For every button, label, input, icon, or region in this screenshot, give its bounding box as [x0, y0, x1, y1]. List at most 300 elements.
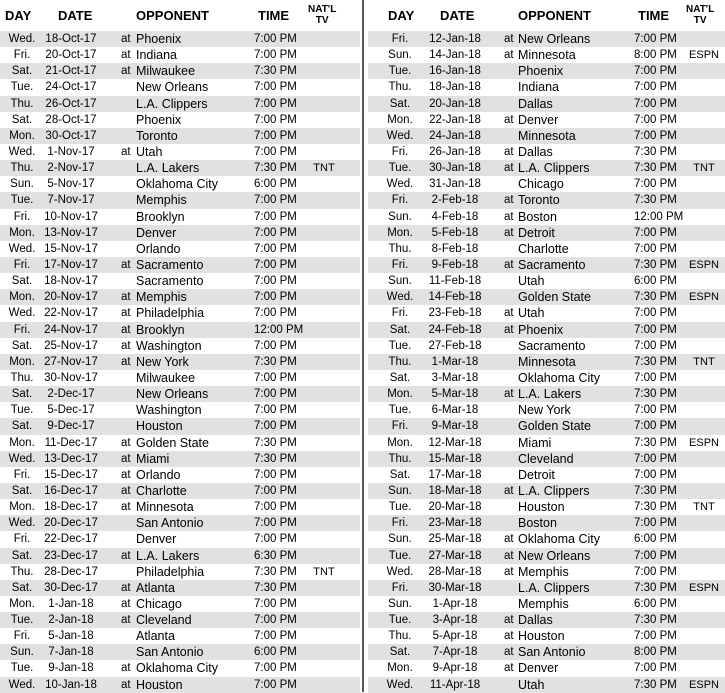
cell-day: Wed.	[8, 33, 36, 45]
cell-at: at	[121, 581, 131, 594]
table-row	[0, 451, 360, 467]
cell-day: Sun.	[388, 533, 412, 546]
table-row	[368, 370, 725, 386]
header-time: TIME	[258, 8, 290, 23]
cell-day: Fri.	[391, 194, 409, 207]
cell-date: 23-Dec-17	[44, 549, 98, 562]
cell-time: 7:00 PM	[254, 81, 297, 94]
cell-at: at	[121, 662, 131, 675]
cell-date: 20-Oct-17	[45, 49, 97, 62]
header-time: TIME	[638, 8, 670, 23]
cell-at: at	[504, 210, 514, 223]
cell-date: 15-Nov-17	[44, 242, 98, 255]
table-row	[368, 402, 725, 418]
cell-day: Mon.	[387, 662, 413, 675]
table-row	[368, 79, 725, 95]
cell-at: at	[504, 307, 514, 320]
cell-date: 28-Mar-18	[428, 565, 482, 578]
cell-date: 15-Dec-17	[44, 468, 98, 481]
cell-time: 7:00 PM	[254, 501, 297, 514]
cell-date: 26-Oct-17	[45, 97, 97, 110]
cell-date: 21-Oct-17	[45, 65, 97, 78]
cell-day: Mon.	[9, 501, 35, 514]
cell-opp: Houston	[518, 629, 565, 644]
cell-at: at	[504, 565, 514, 578]
cell-day: Sat.	[389, 371, 411, 384]
cell-date: 14-Feb-18	[428, 291, 482, 304]
table-row	[368, 160, 725, 176]
cell-day: Sat.	[11, 388, 33, 401]
cell-date: 7-Apr-18	[432, 646, 478, 659]
cell-date: 10-Nov-17	[44, 210, 98, 223]
cell-day: Sun.	[388, 484, 412, 497]
cell-time: 7:30 PM	[254, 565, 297, 578]
table-row	[368, 192, 725, 208]
cell-time: 7:00 PM	[634, 630, 677, 643]
cell-day: Wed.	[8, 145, 36, 158]
cell-day: Tue.	[388, 339, 412, 352]
cell-time: 7:00 PM	[254, 404, 297, 417]
cell-opp: Denver	[518, 112, 559, 127]
cell-day: Sat.	[389, 97, 411, 110]
cell-day: Fri.	[13, 323, 31, 336]
cell-time: 7:00 PM	[254, 597, 297, 610]
cell-opp: L.A. Lakers	[136, 548, 200, 563]
table-row	[0, 467, 360, 483]
cell-tvc: ESPN	[689, 291, 719, 304]
cell-date: 11-Feb-18	[428, 275, 482, 288]
cell-time: 6:30 PM	[254, 549, 297, 562]
cell-day: Tue.	[10, 81, 34, 94]
cell-opp: New York	[136, 354, 189, 369]
cell-day: Thu.	[388, 242, 412, 255]
cell-at: at	[504, 194, 514, 207]
cell-time: 6:00 PM	[634, 597, 677, 610]
cell-opp: Denver	[136, 532, 177, 547]
cell-time: 7:30 PM	[634, 581, 677, 594]
table-row	[368, 451, 725, 467]
cell-date: 9-Dec-17	[47, 420, 95, 433]
cell-date: 28-Dec-17	[44, 565, 98, 578]
table-row	[368, 257, 725, 273]
table-row	[0, 144, 360, 160]
cell-time: 7:00 PM	[634, 178, 677, 191]
cell-at: at	[121, 307, 131, 320]
cell-opp: Detroit	[518, 225, 555, 240]
cell-time: 7:00 PM	[634, 662, 677, 675]
cell-time: 7:30 PM	[634, 501, 677, 514]
table-row	[0, 564, 360, 580]
cell-opp: New Orleans	[136, 387, 209, 402]
table-row	[0, 31, 360, 47]
cell-opp: Minnesota	[136, 500, 194, 515]
schedule-left	[0, 0, 360, 693]
cell-date: 15-Mar-18	[428, 452, 482, 465]
header-opponent: OPPONENT	[518, 8, 591, 23]
cell-time: 7:00 PM	[634, 129, 677, 142]
cell-at: at	[504, 258, 514, 271]
cell-time: 7:30 PM	[254, 162, 297, 175]
cell-tvc: TNT	[693, 501, 715, 514]
cell-day: Wed.	[386, 291, 414, 304]
cell-day: Sun.	[388, 210, 412, 223]
cell-date: 12-Mar-18	[428, 436, 482, 449]
table-row	[0, 257, 360, 273]
cell-at: at	[121, 436, 131, 449]
table-row	[368, 499, 725, 515]
cell-day: Tue.	[388, 614, 412, 627]
cell-date: 11-Apr-18	[429, 678, 481, 691]
table-row	[0, 209, 360, 225]
cell-opp: L.A. Clippers	[518, 483, 590, 498]
cell-time: 7:30 PM	[254, 452, 297, 465]
cell-date: 10-Jan-18	[45, 678, 97, 691]
table-row	[368, 289, 725, 305]
column-divider	[362, 0, 364, 692]
cell-time: 6:00 PM	[254, 178, 297, 191]
cell-opp: Utah	[518, 274, 545, 289]
cell-at: at	[121, 49, 131, 62]
table-row	[0, 644, 360, 660]
cell-date: 11-Dec-17	[44, 436, 98, 449]
cell-date: 30-Oct-17	[45, 129, 97, 142]
cell-date: 24-Oct-17	[45, 81, 97, 94]
cell-opp: L.A. Clippers	[518, 161, 590, 176]
cell-date: 5-Dec-17	[47, 404, 95, 417]
cell-time: 7:00 PM	[254, 662, 297, 675]
cell-time: 7:00 PM	[254, 291, 297, 304]
cell-day: Sun.	[10, 646, 34, 659]
cell-date: 6-Mar-18	[431, 404, 479, 417]
cell-day: Thu.	[10, 162, 34, 175]
table-row	[368, 225, 725, 241]
table-row	[0, 612, 360, 628]
cell-time: 7:30 PM	[254, 581, 297, 594]
cell-date: 20-Nov-17	[44, 291, 98, 304]
cell-at: at	[121, 33, 131, 45]
cell-day: Mon.	[387, 226, 413, 239]
table-row	[368, 386, 725, 402]
cell-opp: Philadelphia	[136, 564, 205, 579]
table-row	[368, 63, 725, 79]
cell-time: 12:00 PM	[254, 323, 304, 336]
table-row	[368, 531, 725, 547]
table-row	[0, 402, 360, 418]
cell-time: 7:30 PM	[634, 436, 677, 449]
cell-time: 7:00 PM	[634, 65, 677, 78]
cell-at: at	[504, 49, 514, 62]
cell-day: Sun.	[10, 178, 34, 191]
cell-time: 7:00 PM	[254, 630, 297, 643]
cell-at: at	[121, 484, 131, 497]
cell-day: Fri.	[391, 517, 409, 530]
cell-time: 6:00 PM	[634, 533, 677, 546]
cell-opp: New Orleans	[136, 80, 209, 95]
cell-at: at	[121, 549, 131, 562]
cell-at: at	[121, 355, 131, 368]
table-row	[368, 418, 725, 434]
table-row	[368, 209, 725, 225]
cell-opp: Golden State	[136, 435, 209, 450]
cell-date: 25-Nov-17	[44, 339, 98, 352]
table-row	[0, 160, 360, 176]
cell-date: 30-Dec-17	[44, 581, 98, 594]
cell-time: 7:00 PM	[634, 468, 677, 481]
cell-at: at	[504, 226, 514, 239]
cell-time: 7:00 PM	[254, 307, 297, 320]
cell-time: 7:30 PM	[634, 145, 677, 158]
cell-day: Wed.	[8, 678, 36, 691]
cell-opp: New Orleans	[518, 548, 591, 563]
cell-day: Fri.	[391, 145, 409, 158]
table-row	[0, 176, 360, 192]
cell-day: Fri.	[391, 307, 409, 320]
cell-tvc: TNT	[693, 355, 715, 368]
cell-date: 25-Mar-18	[428, 533, 482, 546]
cell-opp: L.A. Clippers	[136, 96, 208, 111]
cell-date: 5-Jan-18	[48, 630, 94, 643]
cell-at: at	[121, 452, 131, 465]
cell-at: at	[504, 646, 514, 659]
cell-time: 7:00 PM	[254, 129, 297, 142]
table-row	[0, 531, 360, 547]
table-row	[368, 354, 725, 370]
cell-at: at	[504, 388, 514, 401]
cell-time: 7:00 PM	[634, 97, 677, 110]
cell-day: Fri.	[13, 210, 31, 223]
table-row	[0, 241, 360, 257]
cell-day: Mon.	[9, 436, 35, 449]
cell-date: 31-Jan-18	[429, 178, 481, 191]
cell-time: 7:00 PM	[254, 113, 297, 126]
table-row	[0, 677, 360, 693]
cell-day: Sun.	[388, 49, 412, 62]
cell-date: 5-Feb-18	[431, 226, 479, 239]
cell-day: Sat.	[389, 646, 411, 659]
table-row	[0, 548, 360, 564]
cell-time: 7:30 PM	[634, 388, 677, 401]
cell-date: 1-Nov-17	[47, 145, 95, 158]
cell-time: 7:00 PM	[634, 371, 677, 384]
cell-time: 7:30 PM	[634, 484, 677, 497]
cell-opp: Golden State	[518, 290, 591, 305]
cell-time: 7:30 PM	[634, 355, 677, 368]
table-row	[0, 112, 360, 128]
cell-day: Mon.	[9, 226, 35, 239]
cell-day: Sat.	[11, 275, 33, 288]
cell-day: Tue.	[10, 614, 34, 627]
table-row	[368, 338, 725, 354]
cell-day: Mon.	[387, 436, 413, 449]
cell-opp: Houston	[136, 677, 183, 692]
cell-time: 7:00 PM	[254, 339, 297, 352]
cell-day: Sat.	[11, 339, 33, 352]
cell-at: at	[121, 597, 131, 610]
cell-opp: Phoenix	[136, 32, 182, 46]
cell-time: 7:30 PM	[254, 65, 297, 78]
cell-day: Thu.	[388, 355, 412, 368]
cell-time: 7:00 PM	[254, 97, 297, 110]
cell-opp: Indiana	[518, 80, 560, 95]
cell-date: 22-Nov-17	[44, 307, 98, 320]
cell-time: 7:00 PM	[254, 226, 297, 239]
cell-day: Thu.	[10, 97, 34, 110]
cell-at: at	[504, 484, 514, 497]
cell-date: 27-Nov-17	[44, 355, 98, 368]
cell-opp: Phoenix	[518, 64, 564, 79]
games-list	[368, 31, 725, 693]
table-row	[368, 96, 725, 112]
cell-time: 7:00 PM	[634, 113, 677, 126]
cell-opp: Toronto	[518, 193, 560, 208]
table-row	[368, 144, 725, 160]
cell-at: at	[121, 614, 131, 627]
cell-date: 9-Mar-18	[431, 420, 479, 433]
cell-time: 7:00 PM	[254, 614, 297, 627]
cell-opp: Atlanta	[136, 580, 175, 595]
cell-at: at	[121, 501, 131, 514]
cell-day: Tue.	[388, 549, 412, 562]
table-row	[0, 435, 360, 451]
cell-opp: Cleveland	[518, 451, 574, 466]
cell-date: 14-Jan-18	[429, 49, 481, 62]
cell-day: Wed.	[386, 565, 414, 578]
header-date: DATE	[440, 8, 475, 23]
cell-day: Mon.	[387, 388, 413, 401]
cell-opp: Houston	[136, 419, 183, 434]
cell-time: 7:30 PM	[634, 194, 677, 207]
cell-opp: Dallas	[518, 96, 553, 111]
cell-time: 7:00 PM	[634, 404, 677, 417]
cell-opp: L.A. Lakers	[136, 161, 200, 176]
cell-time: 7:30 PM	[634, 678, 677, 691]
cell-opp: Oklahoma City	[518, 532, 600, 547]
table-row	[0, 596, 360, 612]
cell-at: at	[121, 339, 131, 352]
cell-time: 7:30 PM	[634, 258, 677, 271]
cell-tvc: ESPN	[689, 49, 719, 62]
cell-opp: Phoenix	[518, 322, 564, 337]
cell-opp: Memphis	[518, 596, 569, 611]
cell-at: at	[121, 468, 131, 481]
table-row	[0, 322, 360, 338]
cell-date: 16-Jan-18	[429, 65, 481, 78]
cell-tvc: TNT	[313, 565, 335, 578]
cell-date: 26-Jan-18	[429, 145, 481, 158]
cell-day: Sat.	[11, 484, 33, 497]
cell-time: 7:00 PM	[254, 275, 297, 288]
cell-time: 6:00 PM	[254, 646, 297, 659]
table-row	[0, 96, 360, 112]
table-row	[0, 79, 360, 95]
cell-day: Fri.	[13, 258, 31, 271]
cell-time: 7:30 PM	[254, 355, 297, 368]
cell-date: 17-Mar-18	[428, 468, 482, 481]
cell-date: 13-Nov-17	[44, 226, 98, 239]
cell-time: 7:00 PM	[634, 517, 677, 530]
cell-opp: Phoenix	[136, 112, 182, 127]
table-row	[0, 225, 360, 241]
cell-day: Wed.	[386, 129, 414, 142]
header-day: DAY	[388, 8, 415, 23]
cell-date: 24-Feb-18	[428, 323, 482, 336]
table-row	[368, 176, 725, 192]
cell-opp: San Antonio	[136, 516, 204, 531]
cell-date: 8-Feb-18	[431, 242, 479, 255]
cell-date: 20-Dec-17	[44, 517, 98, 530]
cell-day: Thu.	[388, 630, 412, 643]
cell-day: Tue.	[10, 404, 34, 417]
header-tv-line1: NAT'L	[686, 4, 715, 15]
cell-time: 7:00 PM	[634, 226, 677, 239]
table-row	[0, 660, 360, 676]
cell-day: Mon.	[387, 113, 413, 126]
cell-opp: Detroit	[518, 467, 555, 482]
games-list	[0, 31, 360, 693]
cell-opp: San Antonio	[136, 645, 204, 660]
cell-time: 7:30 PM	[634, 614, 677, 627]
cell-date: 3-Apr-18	[432, 614, 478, 627]
cell-date: 18-Mar-18	[428, 484, 482, 497]
cell-time: 7:00 PM	[254, 468, 297, 481]
table-row	[368, 564, 725, 580]
cell-opp: Orlando	[136, 241, 181, 256]
cell-at: at	[504, 33, 514, 45]
cell-opp: Sacramento	[518, 338, 586, 353]
cell-day: Wed.	[8, 307, 36, 320]
cell-day: Sat.	[11, 549, 33, 562]
cell-day: Tue.	[10, 194, 34, 207]
cell-day: Thu.	[388, 81, 412, 94]
cell-at: at	[504, 533, 514, 546]
cell-opp: Brooklyn	[136, 322, 185, 337]
cell-opp: Washington	[136, 338, 202, 353]
cell-date: 22-Dec-17	[44, 533, 98, 546]
cell-day: Sat.	[11, 420, 33, 433]
table-row	[368, 31, 725, 47]
header-date: DATE	[58, 8, 93, 23]
cell-opp: Indiana	[136, 48, 178, 63]
cell-time: 8:00 PM	[634, 646, 677, 659]
cell-at: at	[504, 323, 514, 336]
cell-time: 7:00 PM	[254, 371, 297, 384]
cell-time: 7:00 PM	[634, 323, 677, 336]
table-row	[0, 628, 360, 644]
table-row	[368, 660, 725, 676]
cell-tvc: ESPN	[689, 436, 719, 449]
cell-day: Tue.	[388, 162, 412, 175]
cell-opp: Cleveland	[136, 613, 192, 628]
cell-opp: Oklahoma City	[136, 177, 218, 192]
table-row	[368, 273, 725, 289]
table-row	[368, 305, 725, 321]
cell-tvc: ESPN	[689, 678, 719, 691]
cell-opp: Chicago	[518, 177, 564, 192]
cell-opp: Milwaukee	[136, 370, 196, 385]
table-row	[368, 548, 725, 564]
cell-day: Fri.	[391, 33, 409, 45]
cell-at: at	[504, 549, 514, 562]
cell-at: at	[504, 662, 514, 675]
table-row	[0, 338, 360, 354]
cell-opp: Boston	[518, 209, 557, 224]
table-row	[0, 386, 360, 402]
cell-date: 9-Jan-18	[48, 662, 94, 675]
cell-date: 4-Feb-18	[431, 210, 479, 223]
header-row	[0, 0, 360, 31]
cell-opp: Minnesota	[518, 48, 576, 63]
table-row	[368, 612, 725, 628]
